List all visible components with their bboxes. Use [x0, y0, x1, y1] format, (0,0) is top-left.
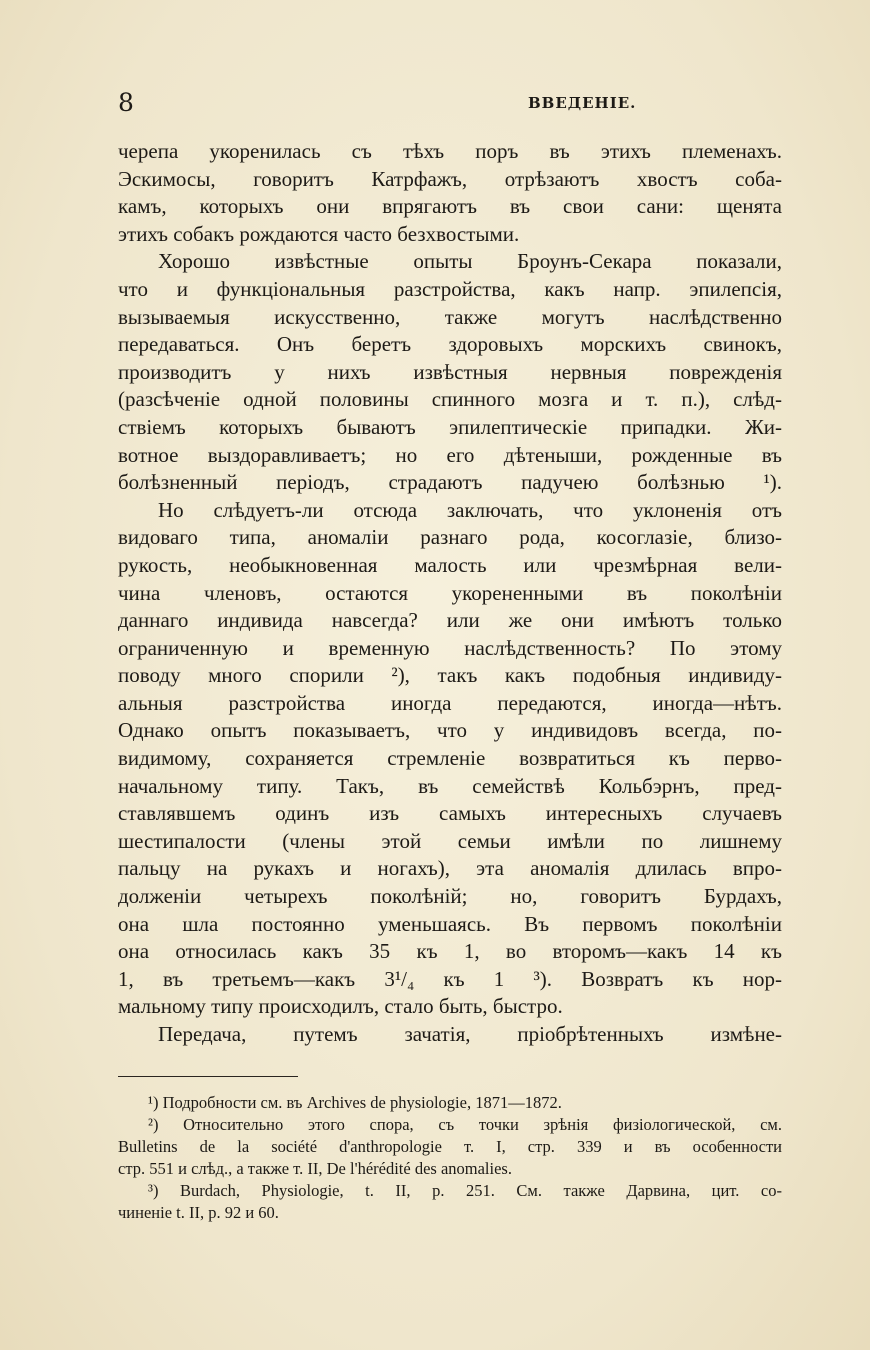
running-head: ВВЕДЕНІЕ. [528, 94, 637, 112]
text-line: производитъ у нихъ извѣстныя нервныя поврежденія [118, 359, 782, 384]
text-line: вотное выздоравливаетъ; но его дѣтеныши, рожденные въ [118, 442, 782, 467]
text-line: этихъ собакъ рождаются часто безхвостыми. [118, 221, 520, 246]
text-line: Эскимосы, говоритъ Катрфажъ, отрѣзаютъ хвостъ соба- [118, 166, 782, 191]
text-line: вызываемыя искусственно, также могутъ наслѣдственно [118, 304, 782, 329]
footnote-line: чиненіе t. II, p. 92 и 60. [118, 1203, 279, 1222]
text-line: мальному типу происходилъ, стало быть, быстро. [118, 994, 563, 1019]
footnote-line: стр. 551 и слѣд., а также т. II, De l'hérédité des anomalies. [118, 1159, 512, 1178]
text-line: видимому, сохраняется стремленіе возвратиться къ перво- [118, 746, 782, 771]
text-line: пальцу на рукахъ и ногахъ), эта аномалія длилась впро- [118, 856, 782, 881]
text-line: что и функціональныя разстройства, какъ напр. эпилепсія, [118, 276, 782, 301]
text-line: альныя разстройства иногда передаются, иногда—нѣтъ. [118, 690, 782, 715]
footnote-line: ³) Burdach, Physiologie, t. II, p. 251. См. также Дарвина, цит. со- [148, 1181, 782, 1200]
text-line: она относилась какъ 35 къ 1, во второмъ—какъ 14 къ [118, 939, 782, 964]
footnotes [118, 1092, 782, 1224]
text-line: болѣзненный періодъ, страдаютъ падучею болѣзнью ¹). [118, 470, 782, 495]
footnote-line: ²) Относительно этого спора, съ точки зрѣнія физіологической, см. [148, 1115, 782, 1134]
text-line: Хорошо извѣстные опыты Броунъ-Секара показали, [158, 249, 782, 274]
text-line: камъ, которыхъ они впрягаютъ въ свои сани: щенята [118, 194, 782, 219]
text-line: начальному типу. Такъ, въ семействѣ Кольбэрнъ, пред- [118, 773, 782, 798]
text-line: шестипалости (члены этой семьи имѣли по лишнему [118, 828, 782, 853]
text-line: поводу много спорили ²), такъ какъ подобныя индивиду- [118, 663, 782, 688]
text-line: рукость, необыкновенная малость или чрезмѣрная вели- [118, 552, 782, 577]
text-line: черепа укоренилась съ тѣхъ поръ въ этихъ племенахъ. [118, 139, 782, 163]
footnote-line: ¹) Подробности см. въ Archives de physiologie, 1871—1872. [148, 1093, 562, 1112]
footnote-divider [118, 1076, 298, 1077]
page-header [118, 88, 782, 118]
text-line: передаваться. Онъ беретъ здоровыхъ морскихъ свинокъ, [118, 332, 782, 357]
body-text [118, 138, 782, 1049]
page-number: 8 [118, 88, 134, 117]
footnote-line: Bulletins de la société d'anthropologie т. I, стр. 339 и въ особенности [118, 1137, 782, 1156]
text-line: видоваго типа, аномаліи разнаго рода, косоглазіе, близо- [118, 525, 782, 550]
text-line: ставлявшемъ одинъ изъ самыхъ интересныхъ случаевъ [118, 801, 782, 826]
text-line: ограниченную и временную наслѣдственность? По этому [118, 635, 782, 660]
text-line: ствіемъ которыхъ бываютъ эпилептическіе припадки. Жи- [118, 414, 782, 439]
text-line: даннаго индивида навсегда? или же они имѣютъ только [118, 608, 782, 633]
text-line: чина членовъ, остаются укорененными въ поколѣніи [118, 580, 782, 605]
text-line: долженіи четырехъ поколѣній; но, говоритъ Бурдахъ, [118, 884, 782, 909]
text-line: она шла постоянно уменьшаясь. Въ первомъ поколѣніи [118, 911, 782, 936]
text-line: Однако опытъ показываетъ, что у индивидовъ всегда, по- [118, 718, 782, 743]
text-line: Передача, путемъ зачатія, пріобрѣтенныхъ измѣне- [158, 1022, 782, 1046]
text-line: 1, въ третьемъ—какъ 3¹/₄ къ 1 ³). Возвратъ къ нор- [118, 966, 782, 991]
text-line: (разсѣченіе одной половины спинного мозга и т. п.), слѣд- [118, 387, 782, 412]
text-line: Но слѣдуетъ-ли отсюда заключать, что уклоненія отъ [158, 497, 782, 522]
